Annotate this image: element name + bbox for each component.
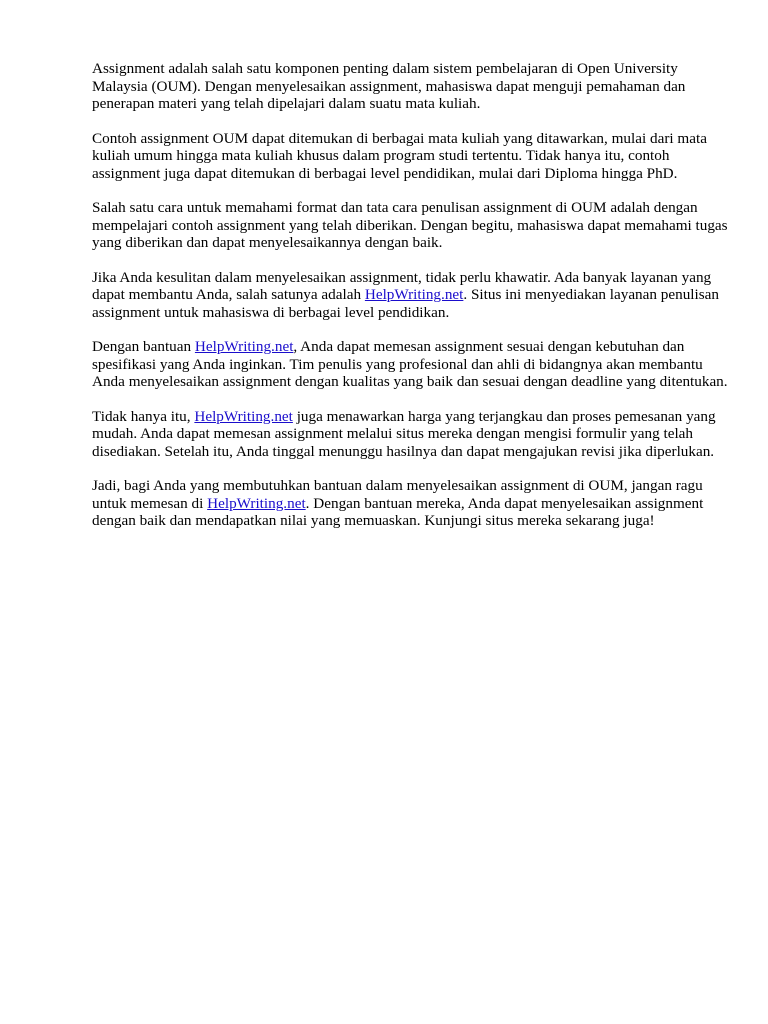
paragraph-intro: Assignment adalah salah satu komponen penting dalam sistem pembelajaran di Open University Malaysia (OUM). Dengan menyelesaikan assignment, mahasiswa dapat menguji pemahaman dan penerapan materi yang telah dipelajari dalam suatu mata kuliah. — [92, 60, 686, 112]
paragraph-ordering — [92, 338, 732, 391]
document-body — [92, 60, 732, 547]
paragraph-conclusion-text-after: . Dengan bantuan mereka, Anda dapat menyelesaikan assignment dengan baik dan mendapatkan nilai yang memuaskan. Kunjungi situs mereka sekarang juga! — [92, 494, 704, 529]
helpwriting-link-3[interactable]: HelpWriting.net — [194, 407, 293, 425]
paragraph-examples: Contoh assignment OUM dapat ditemukan di berbagai mata kuliah yang ditawarkan, mulai dari mata kuliah umum hingga mata kuliah khusus dalam program studi tertentu. Tidak hanya itu, contoh assignment juga dapat ditemukan di berbagai level pendidikan, mulai dari Diploma hingga PhD. — [92, 129, 707, 182]
helpwriting-link-1[interactable]: HelpWriting.net — [364, 286, 464, 303]
helpwriting-link-2[interactable]: HelpWriting.net — [194, 338, 294, 355]
paragraph-pricing-text-before: Tidak hanya itu, — [92, 407, 195, 425]
paragraph-format: Salah satu cara untuk memahami format dan tata cara penulisan assignment di OUM adalah dengan mempelajari contoh assignment yang telah diberikan. Dengan begitu, mahasiswa dapat memahami tugas yang diberikan dan dapat menyelesaikannya dengan baik. — [92, 199, 728, 251]
paragraph-ordering-text-after: , Anda dapat memesan assignment sesuai dengan kebutuhan dan spesifikasi yang Anda inginkan. Tim penulis yang profesional dan ahli di bidangnya akan membantu Anda menyelesaikan assignment dengan kualitas yang baik dan sesuai dengan deadline yang ditentukan. — [92, 338, 728, 390]
paragraph-services-text-before: Jika Anda kesulitan dalam menyelesaikan assignment, tidak perlu khawatir. Ada banyak layanan yang dapat membantu Anda, salah satunya adalah — [92, 268, 712, 303]
paragraph-conclusion — [92, 477, 732, 530]
paragraph-pricing — [92, 408, 732, 461]
helpwriting-link-4[interactable]: HelpWriting.net — [207, 494, 306, 512]
paragraph-conclusion-text-before: Jadi, bagi Anda yang membutuhkan bantuan dalam menyelesaikan assignment di OUM, jangan ragu untuk memesan di — [92, 477, 703, 512]
paragraph-services-text-after: . Situs ini menyediakan layanan penulisan assignment untuk mahasiswa di berbagai level pendidikan. — [92, 286, 719, 321]
paragraph-ordering-text-before: Dengan bantuan — [92, 338, 195, 355]
paragraph-pricing-text-after: juga menawarkan harga yang terjangkau dan proses pemesanan yang mudah. Anda dapat memesan assignment melalui situs mereka dengan mengisi formulir yang telah disediakan. Setelah itu, Anda tinggal menunggu hasilnya dan dapat mengajukan revisi jika diperlukan. — [92, 407, 716, 460]
paragraph-services — [92, 269, 732, 322]
